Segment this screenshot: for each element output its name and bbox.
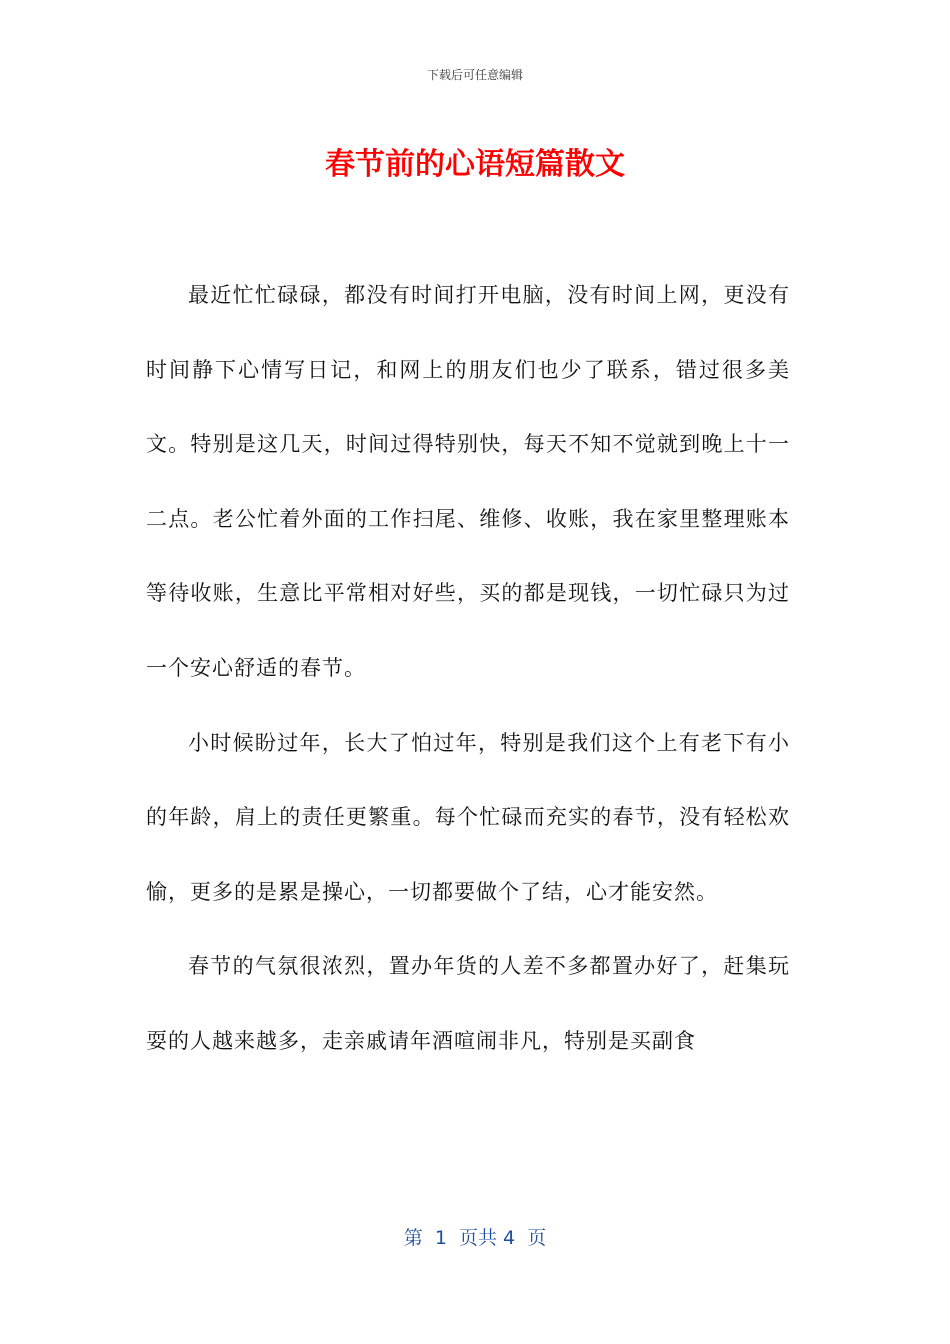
document-title: 春节前的心语短篇散文 (325, 147, 625, 182)
paragraph-1: 最近忙忙碌碌，都没有时间打开电脑，没有时间上网，更没有时间静下心情写日记，和网上的朋友们也少了联系，错过很多美文。特别是这几天，时间过得特别快，每天不知不觉就到晚上十一二点。老公忙着外面的工作扫尾、维修、收账，我在家里整理账本等待收账，生意比平常相对好些，买的都是现钱，一切忙碌只为过一个安心舒适的春节。 (146, 283, 790, 680)
paragraph-2: 小时候盼过年，长大了怕过年，特别是我们这个上有老下有小的年龄，肩上的责任更繁重。每个忙碌而充实的春节，没有轻松欢愉，更多的是累是操心，一切都要做个了结，心才能安然。 (146, 730, 790, 904)
page-header-note: 下载后可任意编辑 (426, 68, 523, 82)
document-body (146, 258, 790, 1079)
page-footer-number: 第 1 页共 4 页 (403, 1227, 547, 1249)
paragraph-3: 春节的气氛很浓烈，置办年货的人差不多都置办好了，赶集玩耍的人越来越多，走亲戚请年酒喧闹非凡，特别是买副食 (146, 954, 790, 1053)
